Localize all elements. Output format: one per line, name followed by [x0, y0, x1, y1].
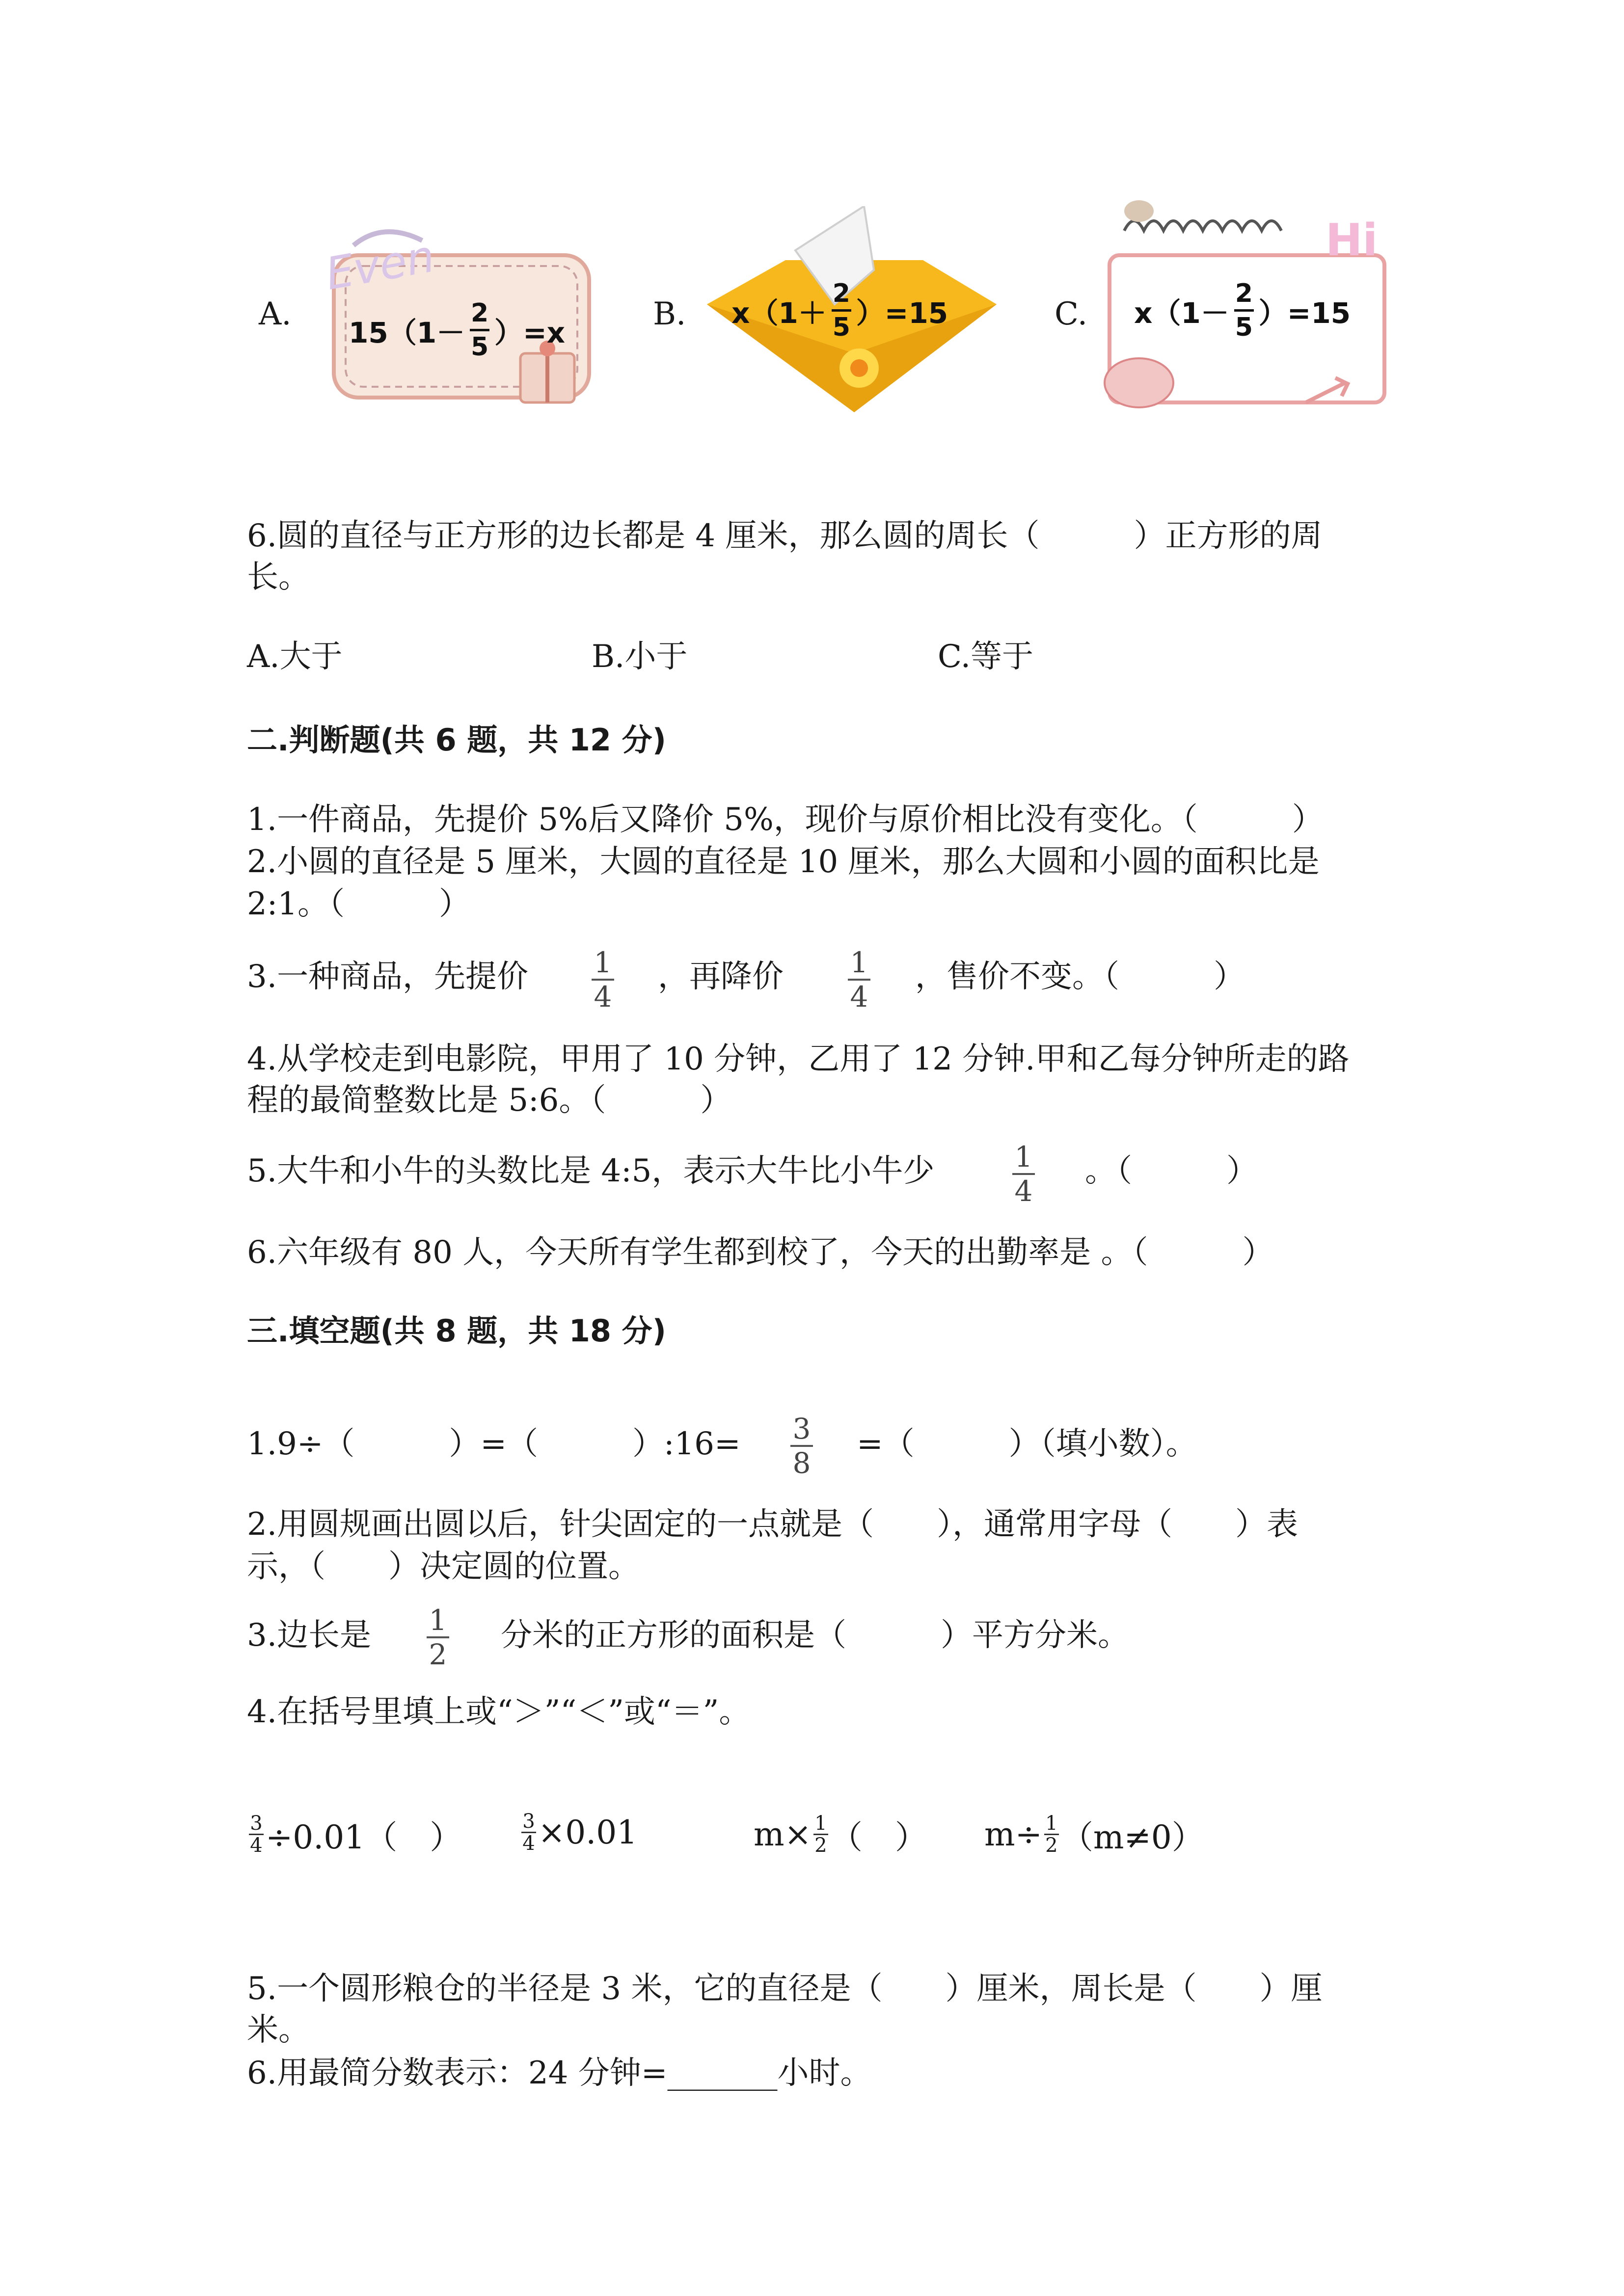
s3-q4-e4-fraction [1044, 1813, 1059, 1856]
s2-q3-frac1-numerator: 1 [594, 946, 612, 979]
s2-q5-frac-numerator: 1 [1014, 1140, 1033, 1174]
q6-option-a: A.大于 [247, 639, 343, 675]
s3-q4-e1-rest: ÷0.01（ ） [266, 1818, 462, 1856]
s3-q6: 6.用最简分数表示：24 分钟=_______小时。 [247, 2055, 872, 2091]
s2-q5-text-a: 5.大牛和小牛的头数比是 4:5，表示大牛比小牛少 [247, 1153, 935, 1189]
s3-q4-e1-denominator: 4 [250, 1834, 263, 1857]
s3-q5-line1: 5.一个圆形粮仓的半径是 3 米，它的直径是（ ）厘米，周长是（ ）厘 [247, 1971, 1323, 2007]
s2-q3-fraction-1 [592, 947, 614, 1012]
s3-q3-fraction [427, 1605, 449, 1670]
s2-q2-line1: 2.小圆的直径是 5 厘米，大圆的直径是 10 厘米，那么大圆和小圆的面积比是 [247, 844, 1320, 880]
s3-q4-e3-fraction [813, 1813, 828, 1856]
section2-title: 二.判断题(共 6 题，共 12 分) [247, 722, 666, 758]
s3-q5-line2: 米。 [247, 2012, 310, 2048]
option-b-fraction [832, 280, 851, 341]
option-b-numerator: 2 [832, 279, 850, 308]
s3-q2-line1: 2.用圆规画出圆以后，针尖固定的一点就是（ ），通常用字母（ ）表 [247, 1506, 1299, 1543]
s3-q4-e1-numerator: 3 [250, 1812, 263, 1835]
q6-option-c: C.等于 [938, 639, 1034, 675]
option-c-equation [1134, 280, 1351, 341]
s3-q4-e3-numerator: 1 [814, 1812, 827, 1835]
s2-q3-frac2-denominator: 4 [850, 980, 868, 1014]
option-c-denominator: 5 [1235, 313, 1253, 342]
s2-q6: 6.六年级有 80 人，今天所有学生都到校了，今天的出勤率是 。（ ） [247, 1234, 1274, 1271]
s3-q4-expression-4 [984, 1811, 1204, 1858]
s3-q4-expression-2 [519, 1811, 637, 1854]
s2-q4-line1: 4.从学校走到电影院，甲用了 10 分钟，乙用了 12 分钟.甲和乙每分钟所走的路 [247, 1041, 1350, 1077]
s3-q4-e4-rest: （m≠0） [1060, 1818, 1204, 1856]
s3-q1-fraction [790, 1414, 813, 1478]
option-a-art-text: Even [324, 230, 438, 300]
s3-q2-line2: 示，（ ）决定圆的位置。 [247, 1548, 640, 1585]
s3-q4-e2-denominator: 4 [522, 1832, 535, 1855]
s2-q5-text-b: 。（ ） [1085, 1153, 1258, 1189]
s2-q1: 1.一件商品，先提价 5%后又降价 5%，现价与原价相比没有变化。（ ） [247, 801, 1324, 838]
option-a-numerator: 2 [470, 298, 489, 328]
q6-line2: 长。 [247, 559, 310, 595]
option-b-eq-right: ）=15 [856, 296, 948, 330]
option-b-label: B. [653, 296, 686, 332]
s3-q4-expression-1 [247, 1811, 462, 1858]
option-a-equation [349, 299, 565, 361]
s2-q3-text-a: 3.一种商品，先提价 [247, 959, 529, 995]
option-c-label: C. [1055, 296, 1088, 332]
option-c-eq-left: x（1－ [1134, 296, 1229, 330]
s3-q4-expression-3 [754, 1811, 927, 1858]
s3-q4-e2-fraction [521, 1811, 536, 1854]
s3-q3-frac-denominator: 2 [429, 1638, 447, 1671]
option-c-card [1095, 196, 1399, 427]
option-c-fraction [1234, 280, 1254, 341]
option-b-equation [731, 280, 948, 341]
option-a-fraction [470, 299, 489, 361]
option-a-eq-left: 15（1－ [349, 316, 465, 349]
s2-q4-line2: 程的最简整数比是 5:6。（ ） [247, 1082, 732, 1119]
s3-q4-e3-denominator: 2 [814, 1834, 827, 1857]
s2-q5-frac-denominator: 4 [1014, 1175, 1033, 1208]
s2-q2-line2: 2:1。（ ） [247, 886, 470, 922]
option-b-card [707, 206, 997, 412]
option-b-denominator: 5 [832, 313, 850, 342]
s3-q4-e2-rest: ×0.01 [538, 1814, 638, 1851]
s3-q4-e4-numerator: 1 [1045, 1812, 1058, 1835]
s3-q4-e3-prefix: m× [754, 1815, 812, 1853]
s3-q4: 4.在括号里填上或“＞”“＜”或“＝”。 [247, 1694, 751, 1730]
s2-q3-text-b: ，再降价 [658, 959, 784, 995]
s3-q4-e4-prefix: m÷ [984, 1815, 1042, 1853]
s3-q3-text-a: 3.边长是 [247, 1617, 372, 1654]
option-a-eq-right: ）=x [494, 316, 566, 349]
s3-q1-text-a: 1.9÷（ ）=（ ）:16= [247, 1426, 741, 1462]
section3-title: 三.填空题(共 8 题，共 18 分) [247, 1313, 666, 1349]
s3-q1-frac-numerator: 3 [792, 1412, 811, 1445]
s3-q3-frac-numerator: 1 [429, 1603, 447, 1637]
s2-q3-frac2-numerator: 1 [850, 946, 868, 979]
s3-q4-e1-fraction [249, 1813, 264, 1856]
s3-q3-text-b: 分米的正方形的面积是（ ）平方分米。 [501, 1617, 1129, 1654]
s2-q3-text-c: ，售价不变。（ ） [915, 959, 1245, 995]
option-a-denominator: 5 [470, 332, 489, 362]
option-a-card [324, 216, 599, 412]
s3-q4-e2-numerator: 3 [522, 1810, 535, 1833]
option-a-label: A. [259, 296, 292, 332]
option-b-eq-left: x（1＋ [731, 296, 827, 330]
q6-option-b: B.小于 [592, 639, 688, 675]
q6-line1: 6.圆的直径与正方形的边长都是 4 厘米，那么圆的周长（ ）正方形的周 [247, 518, 1323, 554]
s3-q4-e4-denominator: 2 [1045, 1834, 1058, 1857]
s2-q3-fraction-2 [848, 947, 870, 1012]
option-c-numerator: 2 [1235, 279, 1253, 308]
s3-q1-text-b: =（ ）（填小数）。 [857, 1426, 1197, 1462]
s2-q5-fraction [1012, 1142, 1035, 1206]
option-c-banner-text: Hi [1326, 214, 1378, 266]
s3-q1-frac-denominator: 8 [792, 1446, 811, 1480]
s3-q4-e3-rest: （ ） [830, 1818, 927, 1856]
option-c-eq-right: ）=15 [1258, 296, 1351, 330]
s2-q3-frac1-denominator: 4 [594, 980, 612, 1014]
